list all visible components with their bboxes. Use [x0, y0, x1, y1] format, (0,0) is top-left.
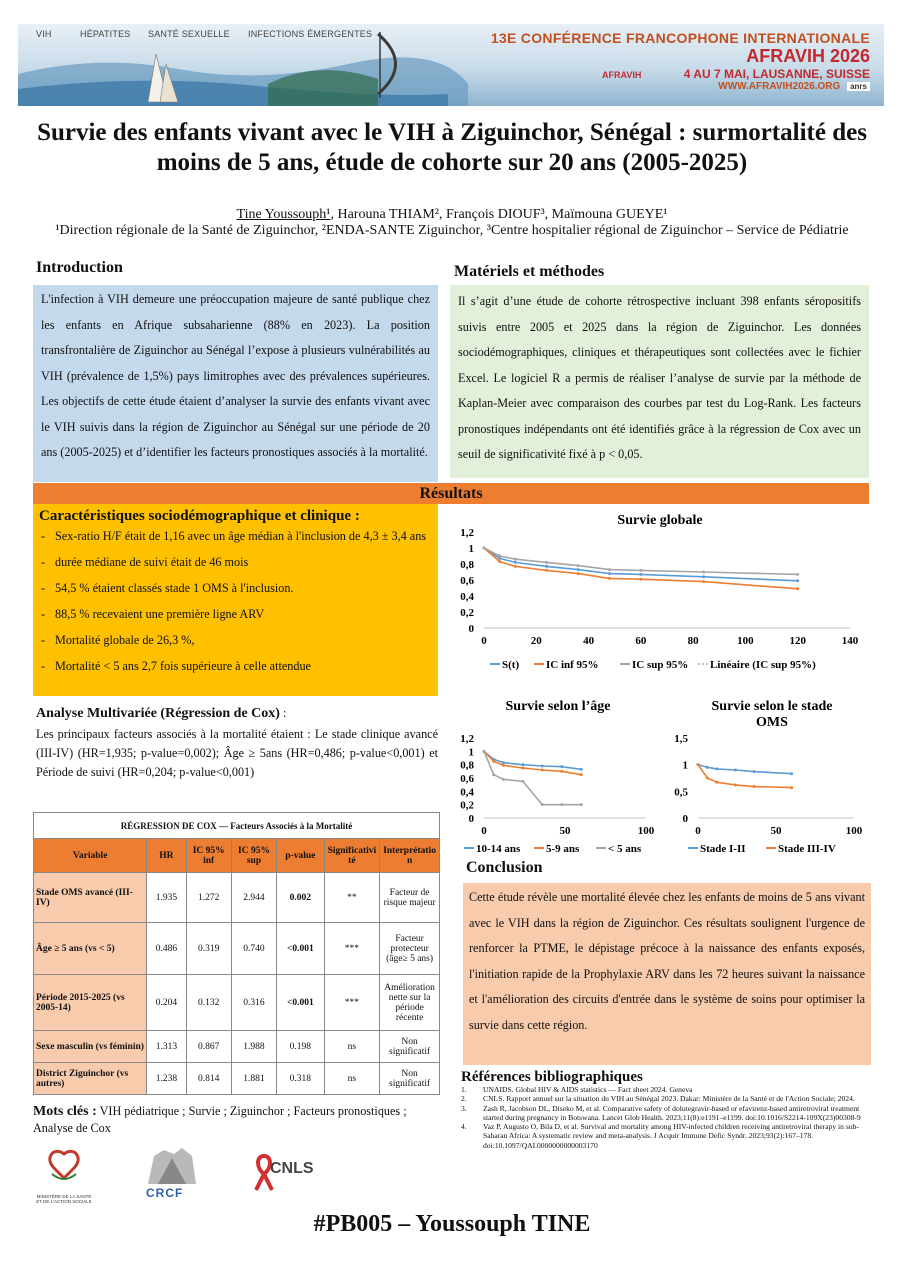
y-tick-label: 0,2 [460, 799, 474, 812]
x-tick-label: 100 [845, 825, 863, 837]
data-point [796, 573, 799, 576]
series-line [698, 765, 792, 774]
x-tick-label: 50 [559, 825, 571, 837]
ref-number: 1. [461, 1085, 467, 1094]
x-tick-label: 100 [737, 635, 754, 647]
ref-number: 4. [461, 1122, 467, 1132]
col-header: IC 95% sup [231, 839, 276, 873]
data-point [706, 777, 709, 780]
table-cell: ns [324, 1031, 380, 1063]
multivariate-heading: Analyse Multivariée (Régression de Cox) [36, 706, 280, 721]
legend-label: 10-14 ans [476, 843, 521, 855]
table-cell: 0.204 [147, 975, 186, 1031]
list-item: - Sex-ratio H/F était de 1,16 avec un âge médian à l'inclusion de 4,3 ± 3,4 ans [39, 529, 432, 543]
conclusion-text: Cette étude révèle une mortalité élevée chez les enfants de moins de 5 ans vivant avec le VIH dans la région de Ziguinchor. Ces résultats soulignent l'urgence de renforcer la PTME, le dépistage précoce à la naissance des enfants exposés, l'initiation rapide de la Prophylaxie ARV dans les 72 heures suivant la naissance et l'amélioration des circuits d'entrée dans le système de soins pour optimiser la survie dans cette région. [463, 883, 871, 1065]
ref-text: Zash R, Jacobson DL, Diseko M, et al. Comparative safety of dolutegravir-based or efavirenz-based antiretroviral treatment started during pregnancy in Botswana. Lancet Glob Health. 2023;11(8):e1191–e1199. doi:10.1016/S2214-109X(23)00308-9 [483, 1103, 861, 1122]
col-header: IC 95% inf [186, 839, 231, 873]
data-point [753, 770, 756, 773]
list-item: - Mortalité < 5 ans 2,7 fois supérieure à celle attendue [39, 659, 432, 673]
data-point [498, 555, 501, 558]
table-cell: 0.002 [277, 873, 324, 923]
list-item: - Mortalité globale de 26,3 %, [39, 633, 432, 647]
data-point [790, 772, 793, 775]
x-tick-label: 80 [687, 635, 699, 647]
chart-title: OMS [756, 715, 788, 730]
table-row [34, 1031, 440, 1063]
keywords [33, 1103, 445, 1137]
col-header: Interprétation [380, 839, 440, 873]
data-point [560, 770, 563, 773]
y-tick-label: 1 [682, 759, 688, 772]
series-line [484, 751, 581, 774]
table-cell: Stade OMS avancé (III-IV) [34, 873, 147, 923]
data-point [639, 569, 642, 572]
affiliations: ¹Direction régionale de la Santé de Ziguinchor, ²ENDA-SANTE Ziguinchor, ³Centre hospitalier régional de Ziguinchor – Service de Pédiatrie [55, 223, 849, 238]
table-cell: 0.316 [231, 975, 276, 1031]
afravih-logo: AFRAVIH [602, 70, 642, 80]
table-cell: 0.867 [186, 1031, 231, 1063]
table-cell: 1.935 [147, 873, 186, 923]
table-row [34, 873, 440, 923]
conference-line: 13E CONFÉRENCE FRANCOPHONE INTERNATIONALE [490, 30, 870, 46]
data-point [514, 565, 517, 568]
data-point [545, 565, 548, 568]
methods-heading: Matériels et méthodes [454, 263, 605, 280]
table-cell: 1.988 [231, 1031, 276, 1063]
table-cell: 2.944 [231, 873, 276, 923]
poster-id-footer: #PB005 – Youssouph TINE [313, 1211, 591, 1237]
legend-label: S(t) [502, 659, 520, 671]
col-header: Significativité [324, 839, 380, 873]
table-cell: 0.198 [277, 1031, 324, 1063]
co-authors: , Harouna THIAM², François DIOUF³, Maïmouna GUEYE¹ [330, 207, 668, 222]
data-point [577, 564, 580, 567]
data-point [715, 781, 718, 784]
conference-info [491, 30, 870, 92]
data-point [502, 764, 505, 767]
x-tick-label: 40 [583, 635, 595, 647]
socio-list [39, 529, 432, 673]
y-tick-label: 0 [468, 813, 474, 825]
table-cell: 1.238 [147, 1063, 186, 1095]
data-point [514, 558, 517, 561]
data-point [697, 763, 700, 766]
data-point [492, 773, 495, 776]
y-tick-label: 0 [682, 813, 688, 825]
data-point [498, 560, 501, 563]
y-tick-label: 1,2 [460, 527, 474, 539]
conference-name: AFRAVIH 2026 [746, 46, 870, 66]
data-point [560, 803, 563, 806]
authors-block [20, 207, 884, 239]
data-point [580, 803, 583, 806]
ministry-logo [44, 1148, 84, 1194]
x-tick-label: 140 [841, 635, 859, 647]
methods-text: Il s’agit d’une étude de cohorte rétrospective incluant 398 enfants séropositifs suivis entre 2005 et 2025 dans la région de Ziguinchor. Les données sociodémographiques, cliniques et thérapeutiques sont collectées avec le fichier Excel. Le logiciel R a permis de réaliser l’analyse de survie par la méthode de Kaplan-Meier avec comparaison des courbes par test du Log-Rank. Les facteurs pronostiques indépendants ont été identifiés grâce à la régression de Cox avec un seuil de significativité fixé à p < 0,05. [450, 285, 869, 478]
list-item: - durée médiane de suivi était de 46 mois [39, 555, 432, 569]
y-tick-label: 0,4 [460, 786, 474, 799]
data-point [514, 561, 517, 564]
crcf-logo: CRCF [146, 1186, 184, 1200]
data-point [790, 786, 793, 789]
table-cell: ** [324, 873, 380, 923]
col-header: p-value [277, 839, 324, 873]
chart-survie-age [450, 694, 660, 860]
socio-heading: Caractéristiques sociodémographique et clinique : [39, 508, 360, 524]
y-tick-label: 0,8 [460, 759, 474, 772]
y-tick-label: 1,2 [460, 733, 474, 745]
y-tick-label: 1 [468, 543, 474, 555]
legend-label: < 5 ans [608, 843, 642, 855]
table-cell: *** [324, 975, 380, 1031]
table-cell: District Ziguinchor (vs autres) [34, 1063, 147, 1095]
table-cell: Non significatif [380, 1031, 440, 1063]
data-point [702, 571, 705, 574]
table-row [34, 923, 440, 975]
table-cell: 0.319 [186, 923, 231, 975]
table-cell: Facteur de risque majeur [380, 873, 440, 923]
list-item [461, 1094, 871, 1103]
data-point [734, 783, 737, 786]
table-cell: 1.272 [186, 873, 231, 923]
legend-label: 5-9 ans [546, 843, 580, 855]
introduction-text: L'infection à VIH demeure une préoccupation majeure de santé publique chez les enfants en Afrique subsaharienne (88% en 2023). La position transfrontalière de Ziguinchor au Sénégal l’expose à plusieurs vulnérabilités au VIH (prévalence de 1,5%) pays limitrophes avec des prévalences supérieures. Les objectifs de cette étude étaient d’analyser la survie des enfants vivant avec le VIH suivis dans la région de Ziguinchor au Sénégal sur une période de 20 ans (2005-2025) et d’identifier les facteurs pronostiques associés à la mortalité. [33, 285, 438, 482]
data-point [502, 761, 505, 764]
data-point [541, 765, 544, 768]
table-row [34, 1063, 440, 1095]
banner-tag-sante: SANTÉ SEXUELLE [148, 29, 230, 39]
table-cell: Âge ≥ 5 ans (vs < 5) [34, 923, 147, 975]
col-header: HR [147, 839, 186, 873]
table-cell: *** [324, 923, 380, 975]
multivariate-colon: : [279, 706, 287, 720]
table-cell: 0.740 [231, 923, 276, 975]
x-tick-label: 120 [789, 635, 806, 647]
data-point [608, 577, 611, 580]
data-point [580, 768, 583, 771]
anrs-logo: anrs [847, 82, 870, 91]
y-tick-label: 0,5 [674, 786, 688, 799]
table-cell: Non significatif [380, 1063, 440, 1095]
data-point [753, 785, 756, 788]
table-cell: 0.318 [277, 1063, 324, 1095]
table-cell: Sexe masculin (vs féminin) [34, 1031, 147, 1063]
conference-dates: 4 AU 7 MAI, LAUSANNE, SUISSE [683, 67, 870, 81]
data-point [639, 578, 642, 581]
y-tick-label: 0,6 [460, 773, 474, 785]
chart-survie-stade [668, 694, 872, 860]
col-header: Variable [34, 839, 147, 873]
data-point [492, 760, 495, 763]
y-tick-label: 0,2 [460, 607, 474, 619]
multivariate-text: Les principaux facteurs associés à la mortalité étaient : Le stade clinique avancé (III-IV) (HR=1,935; p-value=0,002); Âge ≥ 5ans (HR=0,486; p-value<0,001) et Période de suivi (HR=0,204; p-value<0,001) [36, 727, 438, 779]
y-tick-label: 1 [468, 746, 474, 759]
y-tick-label: 0,6 [460, 575, 474, 587]
ref-text: CNLS. Rapport annuel sur la situation du VIH au Sénégal 2023. Dakar: Ministère de la Santé et de l'Action Sociale; 2024. [483, 1094, 855, 1104]
data-point [483, 547, 486, 550]
ref-text: Vaz P, Augusto O, Bila D, et al. Survival and mortality among HIV-infected children receiving antiretroviral therapy in sub-Saharan Africa: A systematic review and meta-analysis. J Acquir Immune Defic Syndr. 2023;93(2):167–178. doi:10.1097/QAI.0000000000003170 [483, 1122, 859, 1150]
y-tick-label: 0 [468, 623, 474, 635]
keywords-text: VIH pédiatrique ; Survie ; Ziguinchor ; Facteurs pronostiques ; Analyse de Cox [33, 1104, 407, 1135]
data-point [702, 575, 705, 578]
y-tick-label: 1,5 [674, 733, 688, 745]
table-row [34, 975, 440, 1031]
references-heading: Références bibliographiques [461, 1069, 643, 1085]
chart-title: Survie globale [617, 513, 703, 528]
data-point [577, 572, 580, 575]
series-line [484, 751, 581, 804]
cox-caption: RÉGRESSION DE COX — Facteurs Associés à la Mortalité [34, 813, 440, 839]
banner-tag-infections: INFECTIONS ÉMERGENTES [248, 29, 373, 39]
data-point [521, 767, 524, 770]
x-tick-label: 0 [481, 635, 487, 647]
legend-label: Stade I-II [700, 843, 746, 855]
x-tick-label: 50 [770, 825, 782, 837]
x-tick-label: 100 [637, 825, 655, 837]
data-point [521, 763, 524, 766]
table-cell: 1.881 [231, 1063, 276, 1095]
list-item [461, 1122, 871, 1150]
x-tick-label: 0 [481, 825, 487, 837]
data-point [541, 769, 544, 772]
series-line [484, 751, 581, 769]
list-item: - 88,5 % recevaient une première ligne ARV [39, 607, 432, 621]
chart-title: Survie selon l’âge [505, 699, 611, 714]
table-cell: 0.486 [147, 923, 186, 975]
data-point [608, 572, 611, 575]
data-point [796, 587, 799, 590]
banner-tag-hepatites: HÉPATITES [80, 29, 131, 39]
ministry-logo-text: MINISTÈRE DE LA SANTÉ ET DE L'ACTION SOCIALE [36, 1194, 92, 1204]
data-point [734, 769, 737, 772]
references-list [461, 1085, 871, 1150]
x-tick-label: 20 [530, 635, 542, 647]
data-point [577, 568, 580, 571]
data-point [796, 579, 799, 582]
results-heading: Résultats [33, 483, 869, 504]
series-line [484, 548, 798, 589]
x-tick-label: 0 [695, 825, 701, 837]
data-point [483, 750, 486, 753]
socio-box [33, 504, 438, 696]
y-tick-label: 0,8 [460, 559, 474, 571]
data-point [541, 803, 544, 806]
data-point [545, 569, 548, 572]
introduction-heading: Introduction [36, 259, 123, 276]
data-point [545, 561, 548, 564]
data-point [639, 573, 642, 576]
data-point [521, 780, 524, 783]
conclusion-heading: Conclusion [466, 859, 543, 876]
legend-label: IC inf 95% [546, 659, 599, 671]
list-item [461, 1104, 871, 1123]
table-cell: Amélioration nette sur la période récente [380, 975, 440, 1031]
keywords-label: Mots clés : [33, 1104, 97, 1119]
lead-author: Tine Youssouph¹ [236, 207, 331, 222]
data-point [702, 580, 705, 583]
table-cell: 0.814 [186, 1063, 231, 1095]
conference-banner [18, 24, 884, 106]
table-cell: 0.132 [186, 975, 231, 1031]
chart-title: Survie selon le stade [711, 699, 833, 714]
legend-label: Linéaire (IC sup 95%) [710, 659, 816, 671]
poster-title: Survie des enfants vivant avec le VIH à Ziguinchor, Sénégal : surmortalité des moins de 5 ans, étude de cohorte sur 20 ans (2005-2025) [37, 119, 867, 176]
crcf-emblem [144, 1146, 200, 1186]
x-tick-label: 60 [635, 635, 647, 647]
table-cell: ns [324, 1063, 380, 1095]
ref-number: 2. [461, 1094, 467, 1104]
banner-tag-vih: VIH [36, 29, 52, 39]
ref-number: 3. [461, 1103, 467, 1113]
y-tick-label: 0,4 [460, 591, 474, 603]
website-text: WWW.AFRAVIH2026.ORG [718, 81, 841, 92]
table-cell: Période 2015-2025 (vs 2005-14) [34, 975, 147, 1031]
chart-survie-globale [450, 506, 870, 676]
table-cell: <0.001 [277, 923, 324, 975]
cox-table [33, 812, 440, 1095]
table-cell: Facteur protecteur (âge≥ 5 ans) [380, 923, 440, 975]
ref-text: UNAIDS. Global HIV & AIDS statistics — Fact sheet 2024. Geneva [483, 1085, 693, 1094]
data-point [608, 568, 611, 571]
table-cell: 1.313 [147, 1031, 186, 1063]
data-point [706, 766, 709, 769]
legend-label: IC sup 95% [632, 659, 689, 671]
data-point [560, 765, 563, 768]
conference-website [491, 81, 870, 92]
cnls-logo: CNLS [270, 1160, 314, 1177]
data-point [715, 767, 718, 770]
data-point [580, 773, 583, 776]
legend-label: Stade III-IV [778, 843, 836, 855]
multivariate-section [36, 704, 438, 782]
list-item [461, 1085, 871, 1094]
data-point [502, 778, 505, 781]
list-item: - 54,5 % étaient classés stade 1 OMS à l'inclusion. [39, 581, 432, 595]
table-cell: <0.001 [277, 975, 324, 1031]
